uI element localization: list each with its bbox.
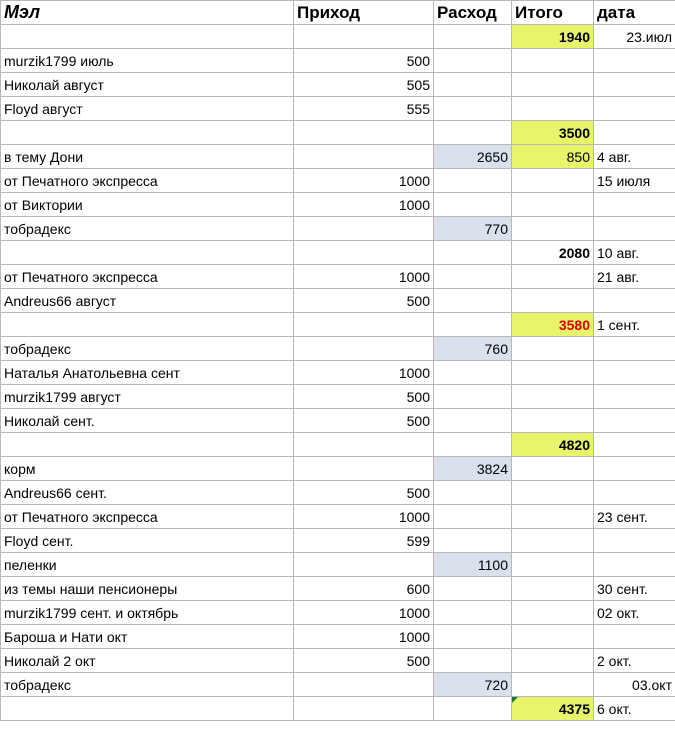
name-cell[interactable]: Николай 2 окт xyxy=(1,649,294,673)
total-cell[interactable]: 3500 xyxy=(512,121,594,145)
name-cell[interactable]: Бароша и Нати окт xyxy=(1,625,294,649)
income-cell[interactable]: 1000 xyxy=(294,265,434,289)
date-cell[interactable] xyxy=(594,121,675,145)
table-row xyxy=(1,121,675,145)
income-cell[interactable] xyxy=(294,313,434,337)
income-cell[interactable] xyxy=(294,673,434,697)
total-cell[interactable] xyxy=(512,577,594,601)
table-row xyxy=(1,457,675,481)
table-row xyxy=(1,649,675,673)
date-cell[interactable] xyxy=(594,193,675,217)
income-cell[interactable]: 1000 xyxy=(294,601,434,625)
total-cell[interactable] xyxy=(512,625,594,649)
total-cell[interactable] xyxy=(512,385,594,409)
expense-cell[interactable] xyxy=(434,265,512,289)
total-cell[interactable] xyxy=(512,481,594,505)
name-cell[interactable]: тобрадекс xyxy=(1,217,294,241)
name-cell[interactable]: Николай сент. xyxy=(1,409,294,433)
header-row xyxy=(1,1,675,25)
total-cell[interactable] xyxy=(512,169,594,193)
date-cell[interactable]: 23.июл xyxy=(594,25,675,49)
expense-cell[interactable] xyxy=(434,697,512,721)
expense-cell[interactable] xyxy=(434,385,512,409)
date-cell[interactable] xyxy=(594,289,675,313)
table-row xyxy=(1,313,675,337)
table-row xyxy=(1,361,675,385)
table-row xyxy=(1,409,675,433)
total-cell[interactable] xyxy=(512,337,594,361)
date-cell[interactable] xyxy=(594,433,675,457)
expense-cell[interactable] xyxy=(434,625,512,649)
table-row xyxy=(1,49,675,73)
sheet-title-cell[interactable]: Мэл xyxy=(1,1,294,25)
total-cell[interactable]: 2080 xyxy=(512,241,594,265)
name-cell[interactable]: от Печатного экспресса xyxy=(1,169,294,193)
expense-cell[interactable] xyxy=(434,313,512,337)
comment-indicator-icon xyxy=(512,697,518,703)
table-row xyxy=(1,193,675,217)
income-cell[interactable]: 500 xyxy=(294,289,434,313)
name-cell[interactable] xyxy=(1,241,294,265)
income-cell[interactable]: 500 xyxy=(294,385,434,409)
name-cell[interactable] xyxy=(1,433,294,457)
table-row xyxy=(1,553,675,577)
date-cell[interactable]: 2 окт. xyxy=(594,649,675,673)
name-cell[interactable]: от Виктории xyxy=(1,193,294,217)
total-cell[interactable] xyxy=(512,457,594,481)
expense-cell[interactable] xyxy=(434,25,512,49)
name-cell[interactable]: в тему Дони xyxy=(1,145,294,169)
table-row xyxy=(1,289,675,313)
expense-cell[interactable] xyxy=(434,193,512,217)
date-cell[interactable]: 21 авг. xyxy=(594,265,675,289)
table-row xyxy=(1,625,675,649)
expense-cell[interactable] xyxy=(434,433,512,457)
total-cell[interactable] xyxy=(512,505,594,529)
total-cell[interactable] xyxy=(512,553,594,577)
date-cell[interactable]: 03.окт xyxy=(594,673,675,697)
date-cell[interactable] xyxy=(594,49,675,73)
expense-cell[interactable] xyxy=(434,169,512,193)
total-header-cell[interactable]: Итого xyxy=(512,1,594,25)
table-row xyxy=(1,505,675,529)
table-row xyxy=(1,97,675,121)
expense-cell[interactable] xyxy=(434,49,512,73)
date-cell[interactable] xyxy=(594,409,675,433)
total-cell[interactable] xyxy=(512,73,594,97)
date-cell[interactable]: 10 авг. xyxy=(594,241,675,265)
name-cell[interactable]: тобрадекс xyxy=(1,337,294,361)
date-cell[interactable]: 02 окт. xyxy=(594,601,675,625)
table-row xyxy=(1,577,675,601)
total-cell[interactable]: 4375 xyxy=(512,697,594,721)
total-cell[interactable]: 1940 xyxy=(512,25,594,49)
expense-cell[interactable] xyxy=(434,481,512,505)
date-cell[interactable]: 4 авг. xyxy=(594,145,675,169)
total-cell[interactable] xyxy=(512,409,594,433)
date-cell[interactable] xyxy=(594,625,675,649)
income-cell[interactable] xyxy=(294,433,434,457)
income-cell[interactable]: 1000 xyxy=(294,625,434,649)
income-cell[interactable] xyxy=(294,121,434,145)
expense-cell[interactable] xyxy=(434,601,512,625)
expense-cell[interactable] xyxy=(434,409,512,433)
table-row xyxy=(1,481,675,505)
income-cell[interactable] xyxy=(294,697,434,721)
date-cell[interactable] xyxy=(594,457,675,481)
total-cell[interactable] xyxy=(512,217,594,241)
income-cell[interactable] xyxy=(294,457,434,481)
date-cell[interactable]: 30 сент. xyxy=(594,577,675,601)
total-cell[interactable] xyxy=(512,601,594,625)
table-row xyxy=(1,241,675,265)
total-cell[interactable] xyxy=(512,529,594,553)
income-cell[interactable]: 500 xyxy=(294,481,434,505)
income-header-cell[interactable]: Приход xyxy=(294,1,434,25)
table-row xyxy=(1,337,675,361)
expense-cell[interactable]: 770 xyxy=(434,217,512,241)
table-row xyxy=(1,145,675,169)
income-cell[interactable] xyxy=(294,145,434,169)
name-cell[interactable] xyxy=(1,25,294,49)
name-cell[interactable]: Floyd сент. xyxy=(1,529,294,553)
name-cell[interactable]: от Печатного экспресса xyxy=(1,505,294,529)
income-cell[interactable]: 500 xyxy=(294,49,434,73)
name-cell[interactable]: Floyd август xyxy=(1,97,294,121)
income-cell[interactable]: 500 xyxy=(294,409,434,433)
table-row xyxy=(1,25,675,49)
expense-cell[interactable] xyxy=(434,577,512,601)
income-cell[interactable]: 599 xyxy=(294,529,434,553)
date-cell[interactable] xyxy=(594,217,675,241)
table-row xyxy=(1,217,675,241)
date-cell[interactable]: 6 окт. xyxy=(594,697,675,721)
date-header-cell[interactable]: дата xyxy=(594,1,675,25)
expense-cell[interactable] xyxy=(434,289,512,313)
expense-cell[interactable] xyxy=(434,97,512,121)
table-row xyxy=(1,433,675,457)
name-cell[interactable] xyxy=(1,121,294,145)
table-body xyxy=(1,25,675,721)
date-cell[interactable] xyxy=(594,337,675,361)
name-cell[interactable]: от Печатного экспресса xyxy=(1,265,294,289)
expense-cell[interactable] xyxy=(434,361,512,385)
total-cell[interactable]: 850 xyxy=(512,145,594,169)
date-cell[interactable] xyxy=(594,529,675,553)
income-cell[interactable] xyxy=(294,217,434,241)
income-cell[interactable]: 600 xyxy=(294,577,434,601)
income-cell[interactable]: 1000 xyxy=(294,193,434,217)
name-cell[interactable]: murzik1799 сент. и октябрь xyxy=(1,601,294,625)
expense-header-cell[interactable]: Расход xyxy=(434,1,512,25)
expense-cell[interactable]: 2650 xyxy=(434,145,512,169)
income-cell[interactable]: 555 xyxy=(294,97,434,121)
table-row xyxy=(1,169,675,193)
expense-cell[interactable]: 3824 xyxy=(434,457,512,481)
income-cell[interactable] xyxy=(294,241,434,265)
total-cell[interactable] xyxy=(512,361,594,385)
income-cell[interactable] xyxy=(294,25,434,49)
income-cell[interactable]: 500 xyxy=(294,649,434,673)
date-cell[interactable] xyxy=(594,73,675,97)
total-cell[interactable] xyxy=(512,289,594,313)
expense-cell[interactable] xyxy=(434,529,512,553)
income-cell[interactable]: 1000 xyxy=(294,505,434,529)
name-cell[interactable]: murzik1799 июль xyxy=(1,49,294,73)
expense-cell[interactable]: 1100 xyxy=(434,553,512,577)
name-cell[interactable]: тобрадекс xyxy=(1,673,294,697)
name-cell[interactable] xyxy=(1,313,294,337)
table-row xyxy=(1,385,675,409)
total-cell[interactable] xyxy=(512,97,594,121)
total-cell[interactable] xyxy=(512,649,594,673)
total-cell[interactable]: 4820 xyxy=(512,433,594,457)
table-row xyxy=(1,601,675,625)
expense-cell[interactable] xyxy=(434,73,512,97)
table-row xyxy=(1,265,675,289)
date-cell[interactable] xyxy=(594,97,675,121)
name-cell[interactable]: пеленки xyxy=(1,553,294,577)
date-cell[interactable]: 1 сент. xyxy=(594,313,675,337)
name-cell[interactable]: из темы наши пенсионеры xyxy=(1,577,294,601)
date-cell[interactable]: 23 сент. xyxy=(594,505,675,529)
table-row xyxy=(1,673,675,697)
date-cell[interactable]: 15 июля xyxy=(594,169,675,193)
total-cell[interactable]: 3580 xyxy=(512,313,594,337)
expense-cell[interactable]: 760 xyxy=(434,337,512,361)
name-cell[interactable]: корм xyxy=(1,457,294,481)
income-cell[interactable] xyxy=(294,337,434,361)
table-row xyxy=(1,73,675,97)
name-cell[interactable]: Andreus66 сент. xyxy=(1,481,294,505)
date-cell[interactable] xyxy=(594,481,675,505)
date-cell[interactable] xyxy=(594,385,675,409)
name-cell[interactable]: Николай август xyxy=(1,73,294,97)
income-cell[interactable]: 1000 xyxy=(294,361,434,385)
expense-cell[interactable] xyxy=(434,505,512,529)
name-cell[interactable]: Наталья Анатольевна сент xyxy=(1,361,294,385)
name-cell[interactable] xyxy=(1,697,294,721)
income-cell[interactable]: 505 xyxy=(294,73,434,97)
expense-cell[interactable] xyxy=(434,121,512,145)
name-cell[interactable]: murzik1799 август xyxy=(1,385,294,409)
total-cell[interactable] xyxy=(512,673,594,697)
total-cell[interactable] xyxy=(512,49,594,73)
name-cell[interactable]: Andreus66 август xyxy=(1,289,294,313)
expense-cell[interactable] xyxy=(434,241,512,265)
date-cell[interactable] xyxy=(594,553,675,577)
expense-cell[interactable]: 720 xyxy=(434,673,512,697)
income-cell[interactable]: 1000 xyxy=(294,169,434,193)
total-cell[interactable] xyxy=(512,265,594,289)
income-cell[interactable] xyxy=(294,553,434,577)
date-cell[interactable] xyxy=(594,361,675,385)
expense-cell[interactable] xyxy=(434,649,512,673)
table-row xyxy=(1,529,675,553)
total-cell[interactable] xyxy=(512,193,594,217)
table-row xyxy=(1,697,675,721)
